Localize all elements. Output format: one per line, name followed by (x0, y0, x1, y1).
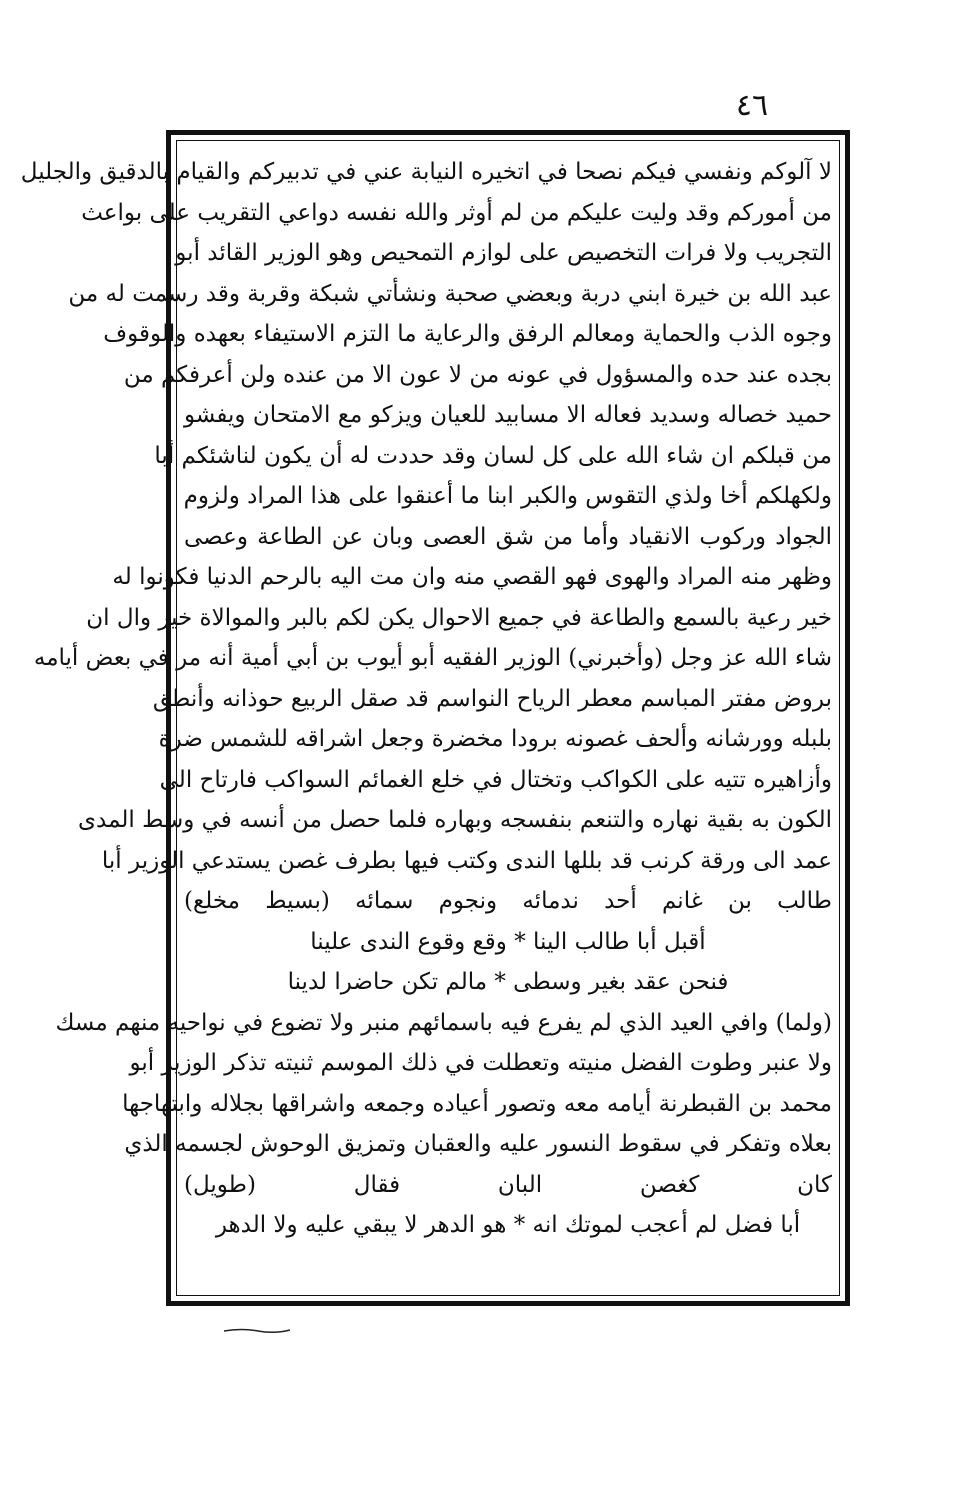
text-line: الجواد وركوب الانقياد وأما من شق العصى وبان عن الطاعة وعصى (184, 523, 832, 550)
stray-ink-mark (222, 1326, 292, 1334)
text-line: من قبلكم ان شاء الله على كل لسان وقد حددت له أن يكون لناشئكم أبا (154, 442, 832, 469)
text-line: محمد بن القبطرنة أيامه معه وتصور أعياده وجمعه واشراقها بجلاله وابتهاجها (122, 1090, 832, 1117)
text-line: وأزاهيره تتيه على الكواكب وتختال في خلع الغمائم السواكب فارتاح الى (159, 766, 832, 793)
text-line: التجريب ولا فرات التخصيص على لوازم التمحيص وهو الوزير القائد أبو (175, 240, 832, 266)
text-line: عمد الى ورقة كرنب قد بللها الندى وكتب فيها بطرف غصن يستدعي الوزير أبا (101, 847, 832, 874)
text-line: (ولما) وافي العيد الذي لم يفرع فيه باسمائهم منبر ولا تضوع في نواحيه منهم مسك (55, 1009, 832, 1036)
page-number: ٤٦ (735, 88, 769, 123)
verse-line: فنحن عقد بغير وسطى * مالم تكن حاضرا لدينا (287, 969, 729, 995)
verse-line: أقبل أبا طالب الينا * وقع وقوع الندى علينا (310, 928, 706, 955)
text-line: خير رعية بالسمع والطاعة في جميع الاحوال يكن لكم بالبر والموالاة خير وال ان (86, 604, 832, 631)
verse-line: أبا فضل لم أعجب لموتك انه * هو الدهر لا يبقي عليه ولا الدهر (215, 1212, 801, 1238)
text-line: كان كغصن البان فقال (طويل) (184, 1171, 832, 1198)
text-line: وظهر منه المراد والهوى فهو القصي منه وان مت اليه بالرحم الدنيا فكونوا له (112, 564, 832, 590)
text-line: طالب بن غانم أحد ندمائه ونجوم سمائه (بسيط مخلع) (184, 888, 832, 914)
text-line: ولكهلكم أخا ولذي التقوس والكبر ابنا ما أعنقوا على هذا المراد ولزوم (183, 483, 832, 509)
text-line: بعلاه وتفكر في سقوط النسور عليه والعقبان وتمزيق الوحوش لجسمه الذي (124, 1131, 832, 1157)
text-line: من أموركم وقد وليت عليكم من لم أوثر والله نفسه دواعي التقريب على بواعث (81, 199, 832, 226)
body-text (20, 152, 832, 1246)
text-line: عبد الله بن خيرة ابني دربة وبعضي صحبة ونشأتي شبكة وقربة وقد رسمت له من (68, 280, 832, 307)
text-line: لا آلوكم ونفسي فيكم نصحا في اتخيره النيابة عني في تدبيركم والقيام بالدقيق والجليل (20, 159, 832, 185)
text-line: بجده عند حده والمسؤول في عونه من لا عون الا من عنده ولن أعرفكم من (123, 361, 832, 388)
text-line: ولا عنبر وطوت الفضل منيته وتعطلت في ذلك الموسم ثنيته تذكر الوزير أبو (129, 1050, 832, 1076)
text-line: حميد خصاله وسديد فعاله الا مسابيد للعيان ويزكو مع الامتحان ويفشو (184, 402, 832, 428)
text-line: بروض مفتر المباسم معطر الرياح النواسم قد صقل الربيع حوذانه وأنطق (152, 685, 832, 712)
text-line: بلبله وورشانه وألحف غصونه برودا مخضرة وجعل اشراقه للشمس ضرة (158, 726, 832, 752)
text-line: شاء الله عز وجل (وأخبرني) الوزير الفقيه أبو أيوب بن أبي أمية أنه مر في بعض أيامه (33, 645, 832, 671)
text-line: الكون به بقية نهاره والتنعم بنفسجه وبهاره فلما حصل من أنسه في وسط المدى (78, 807, 832, 833)
text-line: وجوه الذب والحماية ومعالم الرفق والرعاية ما التزم الاستيفاء بعهده والوقوف (103, 321, 832, 347)
